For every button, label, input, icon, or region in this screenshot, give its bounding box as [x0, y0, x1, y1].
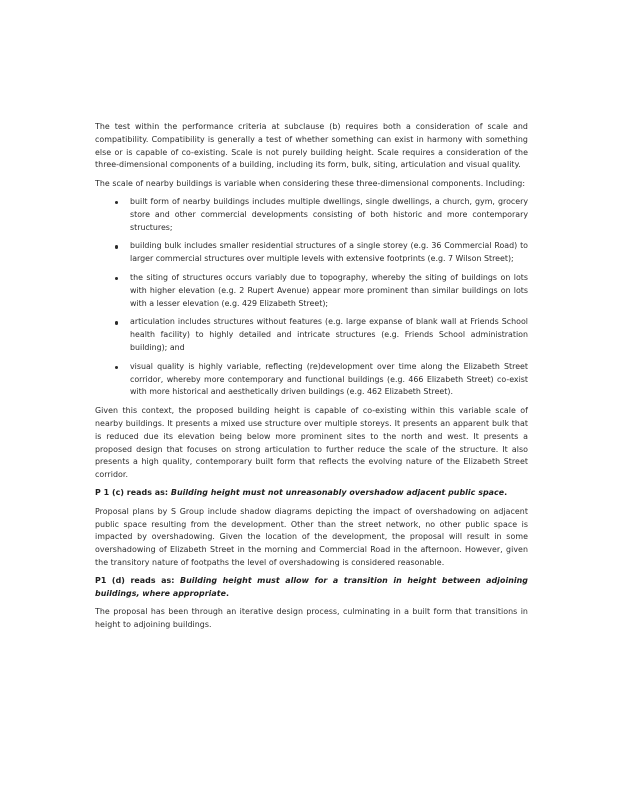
p1c-end: .	[504, 488, 508, 498]
intro-paragraph-scale: The test within the performance criteria at subclause (b) requires both a consideration of scale and compatibility. Compatibility is generally a test of whether something can exist in harmony with something else or is capable of co-existing. Scale is not purely building height. Scale requires a consideration of the three-dimensional components of a building, including its form, bulk, siting, articulation and visual quality.	[95, 122, 528, 170]
list-item	[95, 272, 528, 310]
p1d-quote: Building height must allow for a transition in height between adjoining buildings, where appropriate	[95, 576, 528, 598]
bullet-icon	[115, 245, 118, 248]
p1c-heading	[95, 487, 528, 500]
list-item	[95, 361, 528, 399]
list-item	[95, 240, 528, 266]
list-item	[95, 196, 528, 234]
list-item-text: built form of nearby buildings includes multiple dwellings, single dwellings, a church, gym, grocery store and other commercial developments consisting of both historic and more contemporary structures;	[130, 196, 528, 232]
bullet-icon	[115, 201, 118, 204]
p1d-heading	[95, 575, 528, 601]
list-item	[95, 316, 528, 354]
p1c-body: Proposal plans by S Group include shadow diagrams depicting the impact of overshadowing on adjacent public space resulting from the development. Other than the street network, no other public space is impacted by overshadowing. Given the location of the development, the proposal will result in some overshadowing of Elizabeth Street in the morning and Commercial Road in the afternoon. However, given the transitory nature of footpaths the level of overshadowing is considered reasonable.	[95, 506, 528, 567]
p1c-quote: Building height must not unreasonably overshadow adjacent public space	[170, 488, 505, 498]
list-item-text: building bulk includes smaller residential structures of a single storey (e.g. 36 Commercial Road) to larger commercial structures over multiple levels with extensive footprints (e.g. 7 Wilson Street);	[130, 241, 528, 264]
bullet-icon	[115, 277, 118, 280]
bullet-icon	[115, 366, 118, 369]
list-item-text: articulation includes structures without features (e.g. large expanse of blank wall at Friends School health facility) to highly detailed and intricate structures (e.g. Friends School administration building); and	[130, 317, 528, 352]
bullet-icon	[115, 321, 118, 324]
document-body	[95, 121, 528, 637]
component-bullet-list	[95, 196, 528, 399]
p1d-end: .	[226, 589, 230, 598]
p1d-label: P1 (d) reads as:	[95, 576, 181, 586]
p1d-body: The proposal has been through an iterative design process, culminating in a built form that transitions in height to adjoining buildings.	[95, 607, 528, 630]
context-paragraph: Given this context, the proposed building height is capable of co-existing within this variable scale of nearby buildings. It presents a mixed use structure over multiple storeys. It presents an apparent bulk that is reduced due its elevation being below more prominent sites to the north and west. It presents a proposed design that focuses on strong articulation to further reduce the scale of the structure. It also presents a high quality, contemporary built form that reflects the evolving nature of the Elizabeth Street corridor.	[95, 406, 528, 480]
p1c-label: P 1 (c) reads as:	[95, 488, 171, 498]
list-item-text: the siting of structures occurs variably due to topography, whereby the siting of buildings on lots with higher elevation (e.g. 2 Rupert Avenue) appear more prominent than similar buildings on lots with a lesser elevation (e.g. 429 Elizabeth Street);	[130, 272, 528, 308]
intro-paragraph-including: The scale of nearby buildings is variable when considering these three-dimensional components. Including:	[95, 178, 526, 188]
list-item-text: visual quality is highly variable, reflecting (re)development over time along the Elizabeth Street corridor, whereby more contemporary and functional buildings (e.g. 466 Elizabeth Street) co-exist with more historical and aesthetically driven buildings (e.g. 462 Elizabeth Street).	[130, 361, 528, 397]
